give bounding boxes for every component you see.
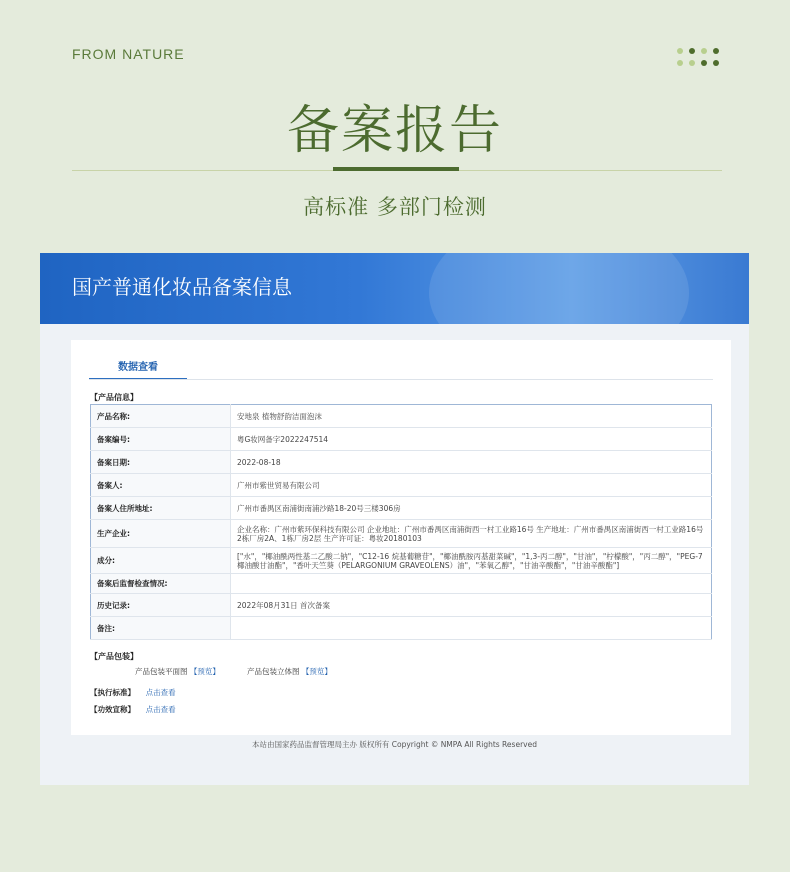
efficacy-row xyxy=(90,704,176,715)
row-value: 广州市番禺区南浦街南浦沙路18-20号三楼306房 xyxy=(231,497,712,520)
row-value xyxy=(231,617,712,640)
standard-row xyxy=(90,687,176,698)
package-label: 【产品包装】 xyxy=(90,652,138,661)
row-key: 成分: xyxy=(91,548,231,574)
row-value: 广州市紫世贸易有限公司 xyxy=(231,474,712,497)
table-row xyxy=(91,497,712,520)
package-3d-row xyxy=(247,666,332,677)
standard-label: 【执行标准】 xyxy=(90,688,135,697)
table-row xyxy=(91,574,712,594)
row-value: 安地泉 植物舒韵洁面泡沫 xyxy=(231,405,712,428)
row-key: 备案编号: xyxy=(91,428,231,451)
product-info-label: 【产品信息】 xyxy=(90,393,138,402)
banner-title: 国产普通化妆品备案信息 xyxy=(72,275,292,299)
page-subtitle: 高标准 多部门检测 xyxy=(303,195,487,219)
standard-view-link[interactable]: 点击查看 xyxy=(145,688,176,697)
brand-tagline: FROM NATURE xyxy=(72,46,185,62)
row-key: 历史记录: xyxy=(91,594,231,617)
row-value: 2022-08-18 xyxy=(231,451,712,474)
table-row xyxy=(91,617,712,640)
tab-data-view[interactable]: 数据查看 xyxy=(89,352,187,380)
efficacy-label: 【功效宣称】 xyxy=(90,705,135,714)
site-banner xyxy=(40,253,749,324)
package-flat-preview-link[interactable]: 【预览】 xyxy=(189,667,220,676)
decorative-dots xyxy=(677,48,725,72)
package-3d-label: 产品包装立体图 xyxy=(247,667,300,676)
row-key: 备案日期: xyxy=(91,451,231,474)
page-title: 备案报告 xyxy=(286,101,503,161)
title-underline xyxy=(333,167,459,171)
row-key: 备案后监督检查情况: xyxy=(91,574,231,594)
table-row xyxy=(91,405,712,428)
table-row xyxy=(91,451,712,474)
table-row xyxy=(91,474,712,497)
tab-divider xyxy=(89,379,713,380)
row-key: 备案人: xyxy=(91,474,231,497)
row-key: 生产企业: xyxy=(91,520,231,548)
package-flat-row xyxy=(135,666,220,677)
package-flat-label: 产品包装平面图 xyxy=(135,667,188,676)
row-key: 产品名称: xyxy=(91,405,231,428)
row-key: 备案人住所地址: xyxy=(91,497,231,520)
table-row xyxy=(91,548,712,574)
table-row xyxy=(91,428,712,451)
content-panel xyxy=(71,340,731,735)
row-value: 2022年08月31日 首次备案 xyxy=(231,594,712,617)
product-info-table xyxy=(90,404,712,640)
registration-screenshot xyxy=(40,253,749,785)
package-3d-preview-link[interactable]: 【预览】 xyxy=(301,667,332,676)
table-row xyxy=(91,594,712,617)
row-value: 企业名称：广州市紫环保科技有限公司 企业地址：广州市番禺区南浦街西一村工业路16号 生产地址：广州市番禺区南浦街西一村工业路16号 2栋厂房2A、1栋厂房2层 生产许可证：粤妆20180103 xyxy=(231,520,712,548)
row-key: 备注: xyxy=(91,617,231,640)
row-value: ["水"，"椰油酰两性基二乙酸二钠"，"C12-16 烷基葡糖苷"，"椰油酰胺丙基甜菜碱"，"1,3-丙二醇"，"甘油"，"柠檬酸"，"丙二醇"，"PEG-7 椰油酸甘油酯"，"香叶天竺葵（PELARGONIUM GRAVEOLENS）油"，"苯氧乙醇"，"甘油辛酸酯"，"甘油辛酸酯"] xyxy=(231,548,712,574)
row-value xyxy=(231,574,712,594)
row-value: 粤G妆网备字2022247514 xyxy=(231,428,712,451)
table-row xyxy=(91,520,712,548)
efficacy-view-link[interactable]: 点击查看 xyxy=(145,705,176,714)
site-footer: 本站由国家药品监督管理局主办 版权所有 Copyright © NMPA All Rights Reserved xyxy=(252,740,537,749)
